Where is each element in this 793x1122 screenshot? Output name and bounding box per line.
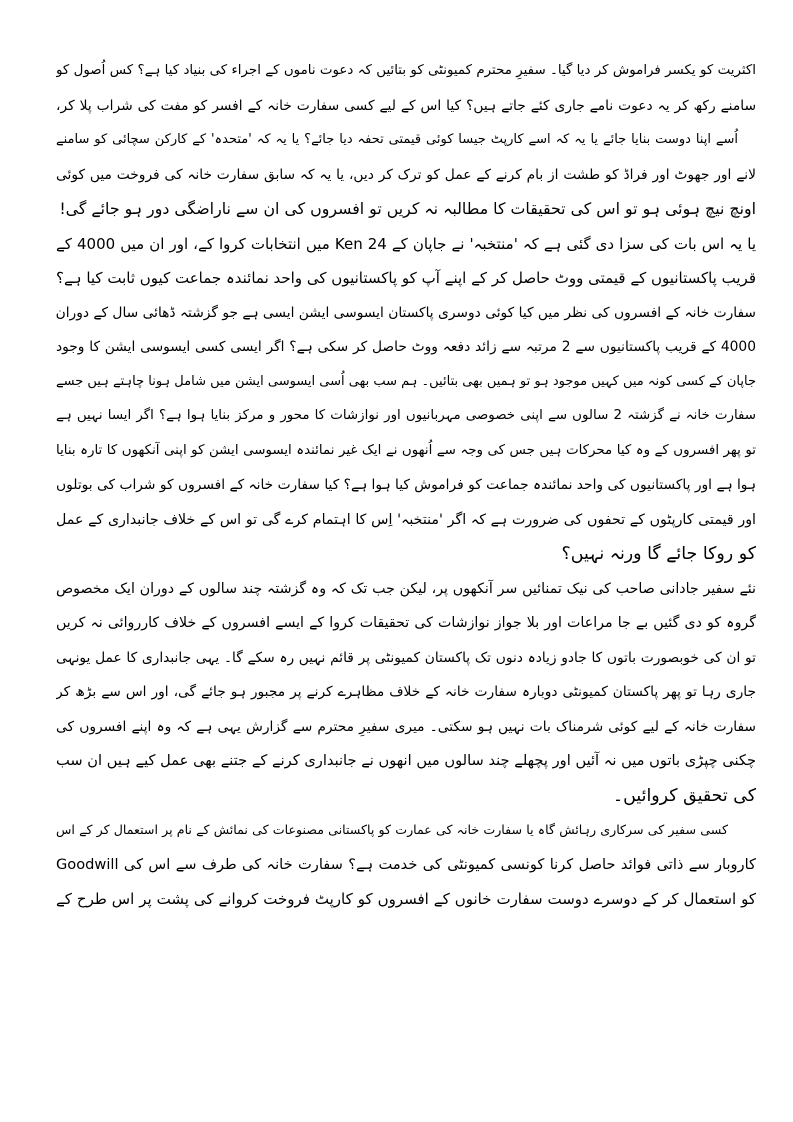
text-line: اُسے اپنا دوست بنایا جائے یا یہ کہ اسے کارپٹ جیسا کوئی قیمتی تحفہ دیا جائے؟ یا یہ کہ 'متحدہ' کے کارکن سچائی کو سامنے: [56, 132, 738, 147]
text-line: تو پھر افسروں کے وہ کیا محرکات ہیں جس کی وجہ سے اُنھوں نے ایک غیر نمائندہ ایسوسی ایشن کو اپنی آنکھوں کا تارہ بنایا: [56, 442, 756, 458]
text-line: ہوا ہے اور پاکستانیوں کی واحد نمائندہ جماعت کو فراموش کیا ہوا ہے؟ کیا سفارت خانہ کے افسروں کو شراب کی بوتلوں: [56, 477, 756, 493]
text-line: یا یہ اس بات کی سزا دی گئی ہے کہ 'منتخبہ' نے جاپان کے Ken 24 میں انتخابات کروا کے، اور ان میں 4000 کے: [56, 234, 756, 253]
text-line: لانے اور جھوٹ اور فراڈ کو طشت از بام کرنے کے عمل کو ترک کر دیں، یا یہ کہ سابق سفارت خانہ کی فروخت میں کوئی: [56, 166, 756, 183]
text-line: گروہ کو دی گئیں بے جا مراعات اور بلا جواز نوازشات کی تحقیقات کروا کے ایسے افسروں کے خلاف کارروائی نہ کریں: [56, 615, 756, 631]
text-line: 4000 کے قریب پاکستانیوں سے 2 مرتبہ سے زائد دفعہ ووٹ حاصل کر سکی ہے؟ اگر ایسی کسی ایسوسی ایشن کا وجود: [56, 339, 756, 355]
text-line: کو روکا جائے گا ورنہ نہیں؟: [561, 544, 756, 564]
text-line: اکثریت کو یکسر فراموش کر دیا گیا۔ سفیرِ محترم کمیونٹی کو بتائیں کہ دعوت ناموں کے اجراء کی بنیاد کیا ہے؟ کس اُصول کو: [56, 63, 756, 78]
text-line: اور قیمتی کارپٹوں کے تحفوں کی ضرورت ہے کہ اگر 'منتخبہ' اِس کا اہتمام کرے گی تو اس کے خلاف جانبداری کے عمل: [56, 511, 756, 528]
text-line: سفارت خانہ کے لیے کوئی شرمناک بات نہیں ہو سکتی۔ میری سفیرِ محترم سے گزارش یہی ہے کہ وہ اپنے افسروں کی: [56, 718, 756, 735]
text-line: سفارت خانہ کے افسروں کی نظر میں کیا کوئی دوسری پاکستان ایسوسی ایشن ایسی ہے جو گزشتہ ڈھائی سال کے دوران: [56, 304, 756, 321]
text-line: کی تحقیق کروائیں۔: [612, 785, 756, 806]
text-line: جاپان کے کسی کونہ میں کہیں موجود ہو تو ہمیں بھی بتائیں۔ ہم سب بھی اُسی ایسوسی ایشن میں شامل ہونا چاہتے ہیں جسے: [56, 373, 756, 389]
text-line: چکنی چپڑی باتوں میں نہ آئیں اور پچھلے چند سالوں میں انھوں نے جانبداری کرنے کے جتنے بھی عمل کیے ہیں ان سب: [56, 752, 756, 769]
text-line: سامنے رکھ کر یہ دعوت نامے جاری کئے جاتے ہیں؟ کیا اس کے لیے کسی سفارت خانہ کے افسر کو مفت کی شراب پلا کر،: [56, 97, 756, 114]
text-line: کسی سفیر کی سرکاری رہائش گاہ یا سفارت خانہ کی عمارت کو پاکستانی مصنوعات کی نمائش کے نام پر استعمال کر کے اس: [56, 822, 728, 837]
text-line: سفارت خانہ نے گزشتہ 2 سالوں سے اپنی خصوصی مہربانیوں اور نوازشات کا محور و مرکز بنایا ہوا ہے؟ اگر ایسا نہیں ہے: [56, 408, 756, 423]
text-line: تو ان کی خوبصورت باتوں کا جادو زیادہ دنوں تک پاکستان کمیونٹی پر قائم نہیں رہ سکے گا۔ یہی جانبداری کا عمل یونہی: [56, 649, 756, 666]
text-line: جاری رہا تو پھر پاکستان کمیونٹی دوبارہ سفارت خانہ کے خلاف مظاہرے کرنے پر مجبور ہو جائے گی، اور اس سے بڑھ کر: [56, 684, 756, 700]
text-line: کاروبار سے ذاتی فوائد حاصل کرنا کونسی کمیونٹی کی خدمت ہے؟ سفارت خانہ کی طرف سے اس کی Goodwill: [56, 855, 756, 873]
text-line: قریب پاکستانیوں کے قیمتی ووٹ حاصل کر کے اپنے آپ کو پاکستانیوں کی واحد نمائندہ جماعت کیوں ثابت کیا ہے؟: [56, 269, 756, 287]
text-line: نئے سفیر جادانی صاحب کی نیک تمنائیں سر آنکھوں پر، لیکن جب تک کہ وہ گزشتہ چند سالوں کے دوران ایک مخصوص: [56, 580, 756, 597]
urdu-text-body: [56, 54, 756, 917]
text-line: کو استعمال کر کے دوسرے دوست سفارت خانوں کے افسروں کو کارپٹ فروخت کروانے کی پشت پر اس طرح کے: [56, 890, 756, 908]
text-line: اونچ نیچ ہوئی ہو تو اس کی تحقیقات کا مطالبہ نہ کریں تو افسروں کی ان سے ناراضگی دور ہو جائے گی!: [59, 199, 756, 218]
